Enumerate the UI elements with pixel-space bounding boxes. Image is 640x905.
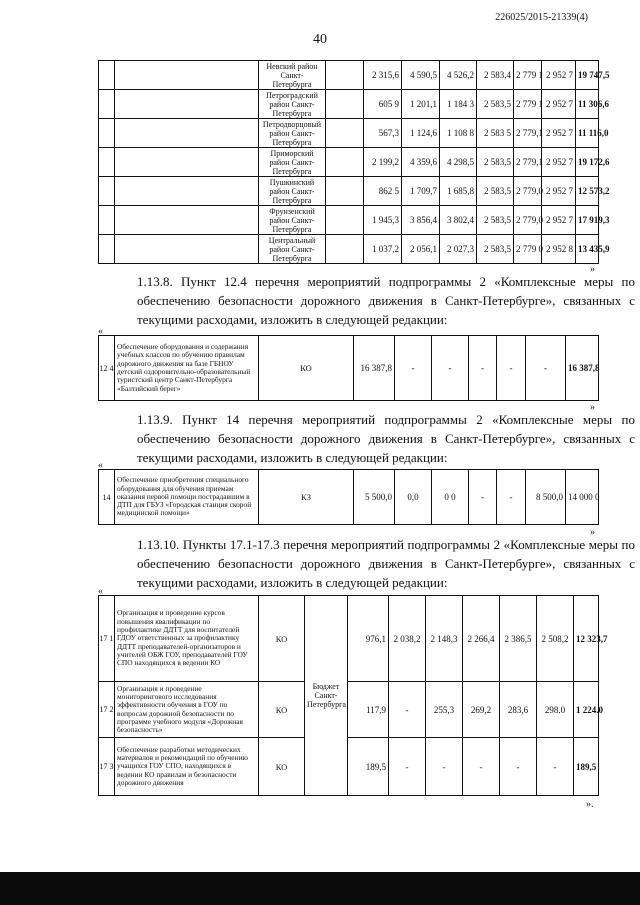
item-index [99,61,115,90]
item-description [115,177,259,206]
item-description: Обеспечение разработки методических материалов и рекомендаций по обучению учащихся ГОУ СПО, находящихся в ведении КО правилам и безопасности дорожного движения [115,738,259,796]
item-description [115,90,259,119]
district-name: Пушкинский район Санкт-Петербурга [259,177,326,206]
value-cell: 2 779,0 [514,177,542,206]
value-cell: 2 386,5 [500,596,537,682]
district-table [98,60,610,264]
value-cell: - [469,470,497,525]
value-cell: 1 108 8 [440,119,477,148]
item-index [99,90,115,119]
item-description: Организация и проведение курсов повышения квалификации по профилактике ДДТТ для воспитателей ГДОУ ответственных за профилактику ДДТТ преподавателей-организаторов и учителей ОБЖ ГОУ, преподавателей ГОУ СПО находящихся в ведении КО [115,596,259,682]
close-quote: » [590,402,595,413]
item-description [115,235,259,264]
district-name: Приморский район Санкт-Петербурга [259,148,326,177]
item-index: 17 2 [99,682,115,738]
item-index: 17 3 [99,738,115,796]
value-cell: 2 952 7 [542,90,576,119]
value-cell: 2 952 7 [542,148,576,177]
open-quote: « [98,326,103,337]
table-row [99,235,599,264]
district-name: Центральный район Санкт-Петербурга [259,235,326,264]
value-cell: 2 027,3 [440,235,477,264]
item-index [99,177,115,206]
value-cell: 0,0 [395,470,432,525]
value-cell: 3 856,4 [402,206,440,235]
value-cell: 1 037,2 [364,235,402,264]
value-cell: 4 359,6 [402,148,440,177]
value-cell: 117,9 [348,682,389,738]
source-cell [326,90,364,119]
value-cell: - [426,738,463,796]
value-cell: 189,5 [348,738,389,796]
total-cell: 12 323,7 [574,596,599,682]
item-12-4-table [98,335,599,401]
value-cell: - [395,336,432,401]
value-cell: - [497,336,526,401]
total-cell: 1 224.0 [574,682,599,738]
value-cell: - [463,738,500,796]
table-row [99,682,599,738]
value-cell: 1 124,6 [402,119,440,148]
source-cell [326,206,364,235]
item-executor: КО [259,738,305,796]
value-cell: 2 779,0 [514,206,542,235]
value-cell: 2 779 1 [514,61,542,90]
item-index [99,148,115,177]
total-cell: 17 919,3 [576,206,599,235]
item-description [115,148,259,177]
source-cell [326,177,364,206]
total-cell: 13 435,9 [576,235,599,264]
item-executor: КО [259,336,354,401]
value-cell: 2 038,2 [389,596,426,682]
value-cell: 4 526,2 [440,61,477,90]
item-index: 12 4 [99,336,115,401]
value-cell: 16 387,8 [354,336,395,401]
items-17-table [98,595,608,796]
table-row [99,119,599,148]
value-cell: - [432,336,469,401]
value-cell: 2 315,6 [364,61,402,90]
value-cell: 2 508,2 [537,596,574,682]
value-cell: 2 952 7 [542,119,576,148]
value-cell: 2 056,1 [402,235,440,264]
value-cell: - [389,738,426,796]
value-cell: 1 945,3 [364,206,402,235]
value-cell: 2 952 7 [542,206,576,235]
item-index [99,119,115,148]
table-row [99,206,599,235]
value-cell: 2 952 8 [542,235,576,264]
value-cell: 2 199,2 [364,148,402,177]
source-cell [326,61,364,90]
value-cell: 976,1 [348,596,389,682]
item-description [115,119,259,148]
value-cell: - [389,682,426,738]
item-index: 14 [99,470,115,525]
table-row [99,596,599,682]
district-name: Невский район Санкт-Петербурга [259,61,326,90]
value-cell: 2 266,4 [463,596,500,682]
value-cell: 4 298,5 [440,148,477,177]
total-cell: 12 573,2 [576,177,599,206]
value-cell: 1 184 3 [440,90,477,119]
value-cell: 2 779 1 [514,90,542,119]
item-executor: КЗ [259,470,354,525]
paragraph-1-13-9: 1.13.9. Пункт 14 перечня мероприятий подпрограммы 2 «Комплексные меры по обеспечению безопасности дорожного движения в Санкт-Петербурге», связанных с текущими расходами, изложить в следующей редакции: [137,412,635,465]
item-executor: КО [259,596,305,682]
value-cell: - [497,470,526,525]
table-row [99,148,599,177]
value-cell: 605 9 [364,90,402,119]
table-row [99,61,599,90]
value-cell: 862 5 [364,177,402,206]
total-cell: 189,5 [574,738,599,796]
value-cell: 2 583 5 [477,119,514,148]
value-cell: 2 952 7 [542,61,576,90]
value-cell: 255,3 [426,682,463,738]
value-cell: 567,3 [364,119,402,148]
document-number: 226025/2015-21339(4) [495,12,588,23]
value-cell: - [500,738,537,796]
value-cell: 2 952 7 [542,177,576,206]
item-index [99,206,115,235]
funding-source: Бюджет Санкт-Петербурга [305,596,348,796]
source-cell [326,148,364,177]
item-description: Обеспечение приобретения специального оборудования для обучения приемам оказания первой помощи пострадавшим в ДТП для ГБУЗ «Городская станция скорой медицинской помощи» [115,470,259,525]
item-description: Обеспечение оборудования и содержания учебных классов по обучению правилам дорожного движения на базе ГБНОУ детский оздоровительно-образовательный туристский центр Санкт-Петербурга «Балтийский берег» [115,336,259,401]
paragraph-1-13-10: 1.13.10. Пункты 17.1-17.3 перечня мероприятий подпрограммы 2 «Комплексные меры по обеспечению безопасности дорожного движения в Санкт-Петербурге», связанных с текущими расходами, изложить в следующей редакции: [137,537,635,590]
value-cell: 8 500,0 [526,470,566,525]
total-cell: 19 747,5 [576,61,599,90]
item-description [115,206,259,235]
value-cell: - [469,336,497,401]
source-cell [326,119,364,148]
table-row [99,738,599,796]
source-cell [326,235,364,264]
value-cell: 1 201,1 [402,90,440,119]
value-cell: 0 0 [432,470,469,525]
paragraph-1-13-8: 1.13.8. Пункт 12.4 перечня мероприятий подпрограммы 2 «Комплексные меры по обеспечению безопасности дорожного движения в Санкт-Петербурге», связанных с текущими расходами, изложить в следующей редакции: [137,274,635,327]
scan-footer-bar [0,872,640,905]
total-cell: 11 116,0 [576,119,599,148]
close-quote: » [590,264,595,275]
page-number: 40 [313,32,327,47]
district-name: Петродворцовый район Санкт-Петербурга [259,119,326,148]
value-cell: 2 148,3 [426,596,463,682]
item-14-table [98,469,599,525]
value-cell: 2 779,1 [514,119,542,148]
value-cell: 2 583,5 [477,235,514,264]
value-cell: - [537,738,574,796]
district-name: Петроградский район Санкт-Петербурга [259,90,326,119]
value-cell: 298.0 [537,682,574,738]
value-cell: 3 802,4 [440,206,477,235]
total-cell: 19 172,6 [576,148,599,177]
close-quote: ». [586,799,594,810]
item-executor: КО [259,682,305,738]
total-cell: 11 306,6 [576,90,599,119]
value-cell: 2 583,5 [477,90,514,119]
value-cell: 2 583,4 [477,61,514,90]
value-cell: 2 583,5 [477,206,514,235]
value-cell: 2 779 0 [514,235,542,264]
value-cell: 5 500,0 [354,470,395,525]
value-cell: - [526,336,566,401]
value-cell: 2 583,5 [477,177,514,206]
value-cell: 2 779,1 [514,148,542,177]
value-cell: 2 583,5 [477,148,514,177]
total-cell: 14 000 0 [566,470,599,525]
table-row [99,90,599,119]
value-cell: 283,6 [500,682,537,738]
district-name: Фрунзенский район Санкт-Петербурга [259,206,326,235]
value-cell: 1 685,8 [440,177,477,206]
value-cell: 4 590,5 [402,61,440,90]
value-cell: 269,2 [463,682,500,738]
item-description: Организация и проведение мониторингового исследования эффективности обучения в ГОУ по вопросам дорожной безопасности по программе учебного модуля «Дорожная безопасность» [115,682,259,738]
item-index: 17 1 [99,596,115,682]
close-quote: » [590,527,595,538]
item-description [115,61,259,90]
total-cell: 16 387,8 [566,336,599,401]
item-index [99,235,115,264]
open-quote: « [98,586,103,597]
table-row [99,177,599,206]
value-cell: 1 709,7 [402,177,440,206]
open-quote: « [98,460,103,471]
